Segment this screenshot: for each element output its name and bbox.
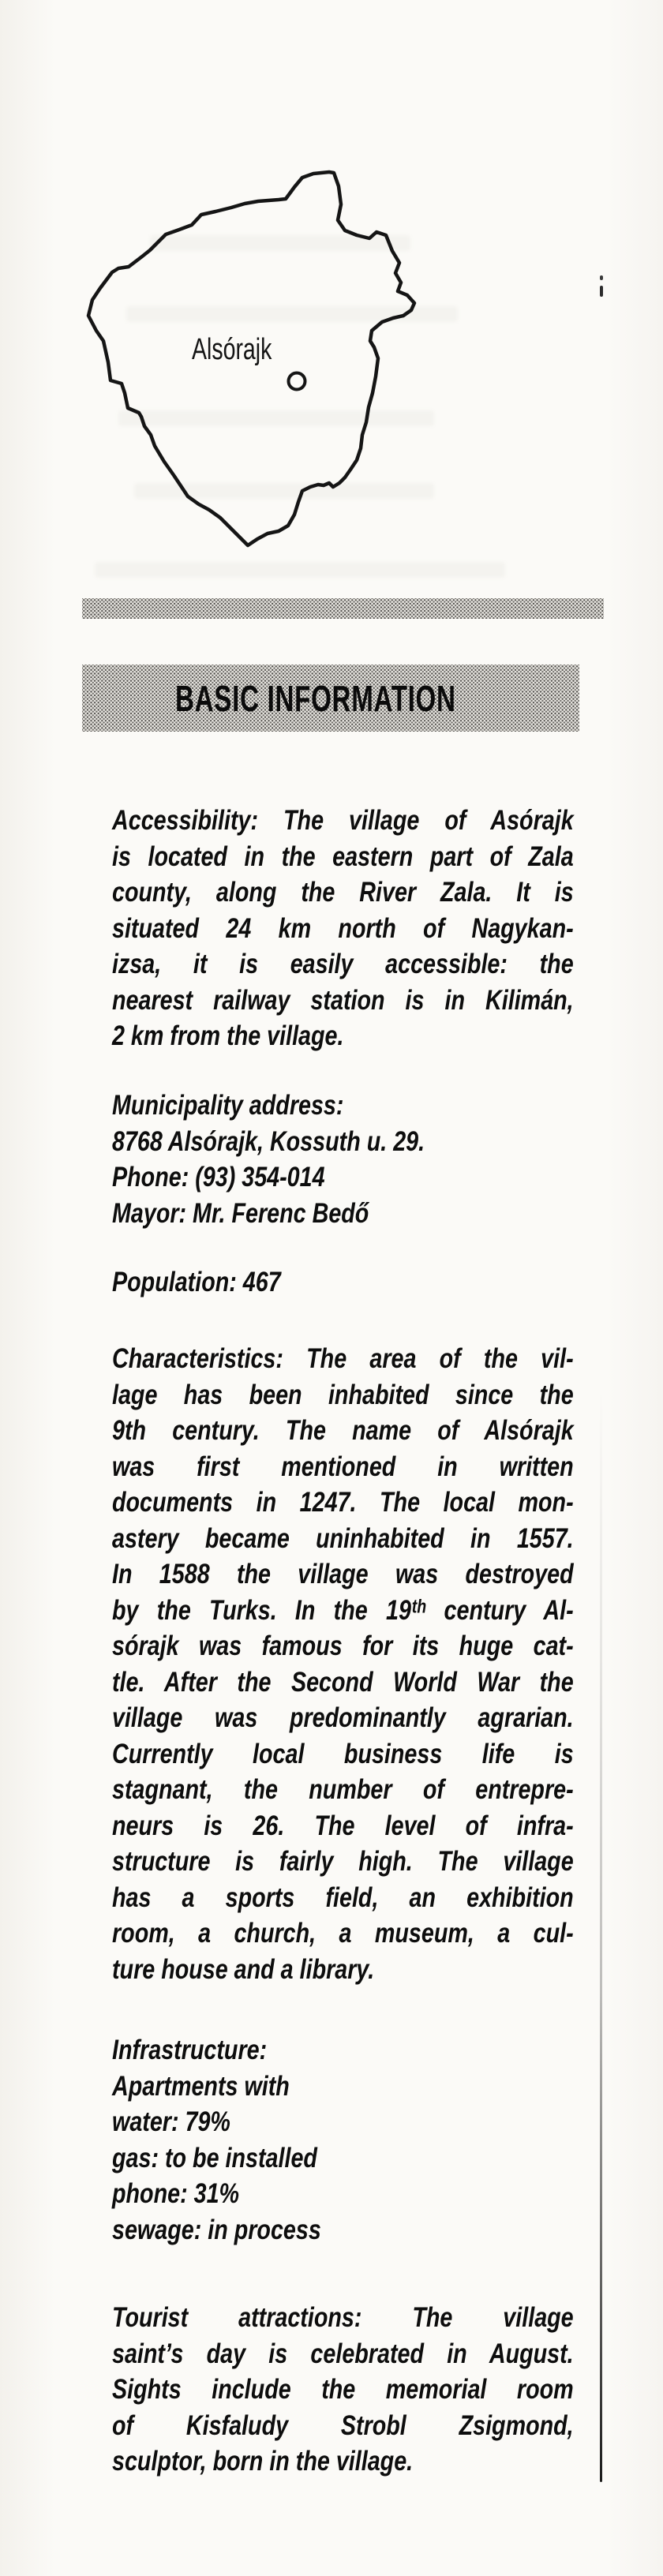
text-line: Currently local business life is (112, 1738, 574, 1769)
map-village-label: Alsórajk (192, 333, 272, 366)
page-fold-line (600, 1389, 602, 2482)
paragraph-population (112, 1264, 574, 1301)
section-title: BASIC INFORMATION (175, 678, 456, 719)
text-line: county, along the River Zala. It is (112, 877, 574, 908)
text-line: izsa, it is easily accessible: the (112, 949, 574, 979)
text-line: gas: to be installed (112, 2142, 317, 2174)
text-line: room, a church, a museum, a cul- (112, 1918, 574, 1949)
village-marker-icon (289, 373, 305, 390)
text-line: water: 79% (112, 2106, 230, 2137)
text-line: Sights include the memorial room (112, 2374, 574, 2405)
village-boundary-map (0, 0, 474, 600)
text-line: of Kisfaludy Strobl Zsigmond, (112, 2409, 574, 2441)
text-line: stagnant, the number of entrepre- (112, 1774, 574, 1805)
text-line: 9th century. The name of Alsórajk (112, 1415, 574, 1446)
text-line: Accessibility: The village of Asórajk (112, 805, 574, 836)
section-header-bar (82, 665, 579, 732)
text-line: Characteristics: The area of the vil- (112, 1343, 574, 1374)
text-line: nearest railway station is in Kilimán, (112, 984, 574, 1016)
text-line: situated 24 km north of Nagykan- (112, 912, 574, 944)
paragraph-accessibility (112, 803, 574, 1054)
paragraph-infrastructure (112, 2032, 574, 2248)
text-line: sórajk was famous for its huge cat- (112, 1631, 574, 1661)
text-line: tle. After the Second World War the (112, 1666, 574, 1698)
text-line: Infrastructure: (112, 2035, 268, 2065)
text-line: astery became uninhabited in 1557. (112, 1522, 574, 1554)
text-line: Mayor: Mr. Ferenc Bedő (112, 1197, 369, 1229)
text-line: was first mentioned in written (112, 1451, 574, 1482)
text-line: structure is fairly high. The village (112, 1846, 574, 1877)
text-line: neurs is 26. The level of infra- (112, 1810, 574, 1841)
text-line: Municipality address: (112, 1090, 344, 1121)
text-line: phone: 31% (112, 2178, 240, 2209)
text-line: Tourist attractions: The village (112, 2302, 574, 2333)
text-line: documents in 1247. The local mon- (112, 1487, 574, 1518)
scan-artifact-dash (600, 286, 603, 297)
text-line: sewage: in process (112, 2214, 321, 2245)
text-line: Phone: (93) 354-014 (112, 1162, 325, 1193)
text-line: Population: 467 (112, 1267, 281, 1297)
text-line: lage has been inhabited since the (112, 1379, 574, 1410)
text-line: In 1588 the village was destroyed (112, 1559, 574, 1589)
halftone-divider-bar (82, 598, 604, 619)
text-line: village was predominantly agrarian. (112, 1702, 574, 1733)
text-line: by the Turks. In the 19ᵗʰ century Al- (112, 1594, 574, 1626)
text-line: has a sports field, an exhibition (112, 1881, 574, 1913)
paragraph-characteristics (112, 1341, 574, 1987)
text-line: saint’s day is celebrated in August. (112, 2338, 574, 2369)
text-line: is located in the eastern part of Zala (112, 841, 574, 872)
text-line: 8768 Alsórajk, Kossuth u. 29. (112, 1125, 425, 1157)
scan-artifact-dot (600, 275, 603, 280)
text-line: 2 km from the village. (112, 1020, 344, 1051)
text-line: Apartments with (112, 2070, 290, 2102)
text-line: sculptor, born in the village. (112, 2446, 414, 2477)
paragraph-tourist-attractions (112, 2300, 574, 2480)
paragraph-municipality-address (112, 1088, 574, 1231)
text-line: ture house and a library. (112, 1953, 375, 1985)
